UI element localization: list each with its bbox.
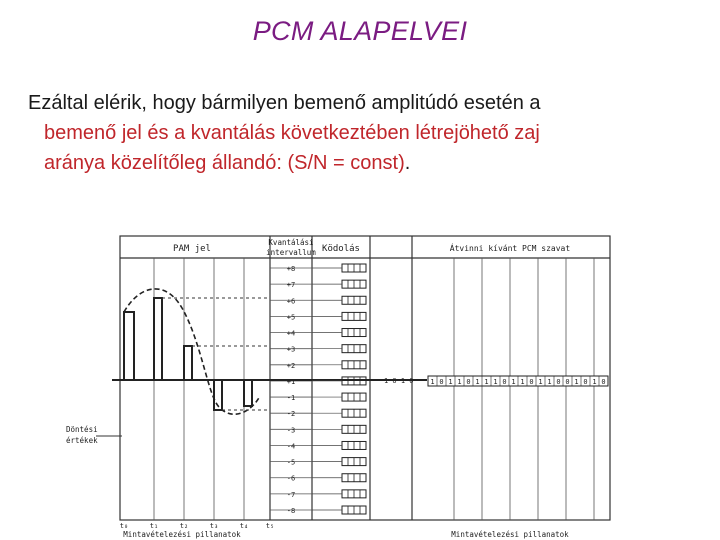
header-coding: Ködolás [322,244,360,254]
level-label: +3 [286,345,296,354]
pcm-bit: 1 [475,378,480,386]
pcm-bit: 1 [547,378,552,386]
pcm-bit: 0 [583,378,588,386]
bottom-label-right: Mintavételezési pillanatok [451,530,569,539]
level-labels [287,265,295,515]
level-label: +5 [286,313,296,322]
level-label: -7 [286,490,296,499]
pcm-bit: 0 [439,378,444,386]
code-word: 1 0 1 0 [384,377,414,385]
pcm-bit: 1 [484,378,489,386]
pcm-bit: 1 [574,378,579,386]
pcm-bit: 0 [502,378,507,386]
level-label: +6 [286,297,296,306]
level-label: -2 [286,410,296,419]
pcm-word-row [428,376,608,386]
pcm-bit: 1 [520,378,525,386]
level-label: -4 [286,442,296,451]
time-label: t₂ [179,522,189,530]
header-interval-2: intervallum [266,248,316,257]
side-label-2: értékek [66,436,98,445]
body-paragraph [28,88,698,178]
time-label: t₄ [239,522,249,530]
level-label: -8 [286,507,296,515]
time-label: t₁ [149,522,159,530]
level-label: +1 [286,377,296,386]
pcm-bit: 0 [466,378,471,386]
pam-pulses [124,298,252,410]
level-label: -3 [286,426,296,435]
pcm-bit: 0 [601,378,606,386]
pcm-bit: 1 [592,378,597,386]
paragraph-line-2: bemenő jel és a kvantálás következtében létrejöhető zaj [44,122,540,144]
pcm-bit: 1 [457,378,462,386]
pcm-bit: 1 [538,378,543,386]
pcm-bit: 1 [511,378,516,386]
pcm-diagram [62,228,622,540]
paragraph-line-3-text: aránya közelítőleg állandó: (S/N = const) [44,152,405,174]
time-label: t₅ [265,522,275,530]
bottom-label-left: Mintavételezési pillanatok [123,530,241,539]
level-label: -1 [286,394,296,403]
connector-lines [162,298,270,410]
level-label: +8 [286,265,296,273]
pcm-bit: 0 [565,378,570,386]
side-label-1: Döntési [66,425,98,434]
pcm-bit: 0 [556,378,561,386]
time-label: t₃ [209,522,219,530]
pcm-bit: 1 [493,378,498,386]
pcm-bit: 0 [529,378,534,386]
header-pcm: Átvinni kívánt PCM szavat [449,244,571,253]
coding-boxes [312,264,414,514]
sampling-grid [154,258,597,520]
paragraph-line-3 [28,148,698,178]
time-labels [120,522,274,530]
pcm-bit: 1 [430,378,435,386]
paragraph-line-1: Ezáltal elérik, hogy bármilyen bemenő amplitúdó esetén a [28,92,541,114]
level-label: -5 [286,458,296,467]
slide-title: PCM ALAPELVEI [252,16,468,46]
header-pam: PAM jel [173,244,211,254]
time-label: t₀ [119,522,129,530]
header-interval-1: Kvantálási [268,238,314,247]
level-label: -6 [286,474,296,483]
pcm-bit: 1 [448,378,453,386]
pcm-diagram-svg [62,228,622,540]
paragraph-period: . [404,152,411,174]
level-label: +7 [286,281,296,290]
level-label: +4 [286,329,296,338]
level-label: +2 [286,361,296,370]
